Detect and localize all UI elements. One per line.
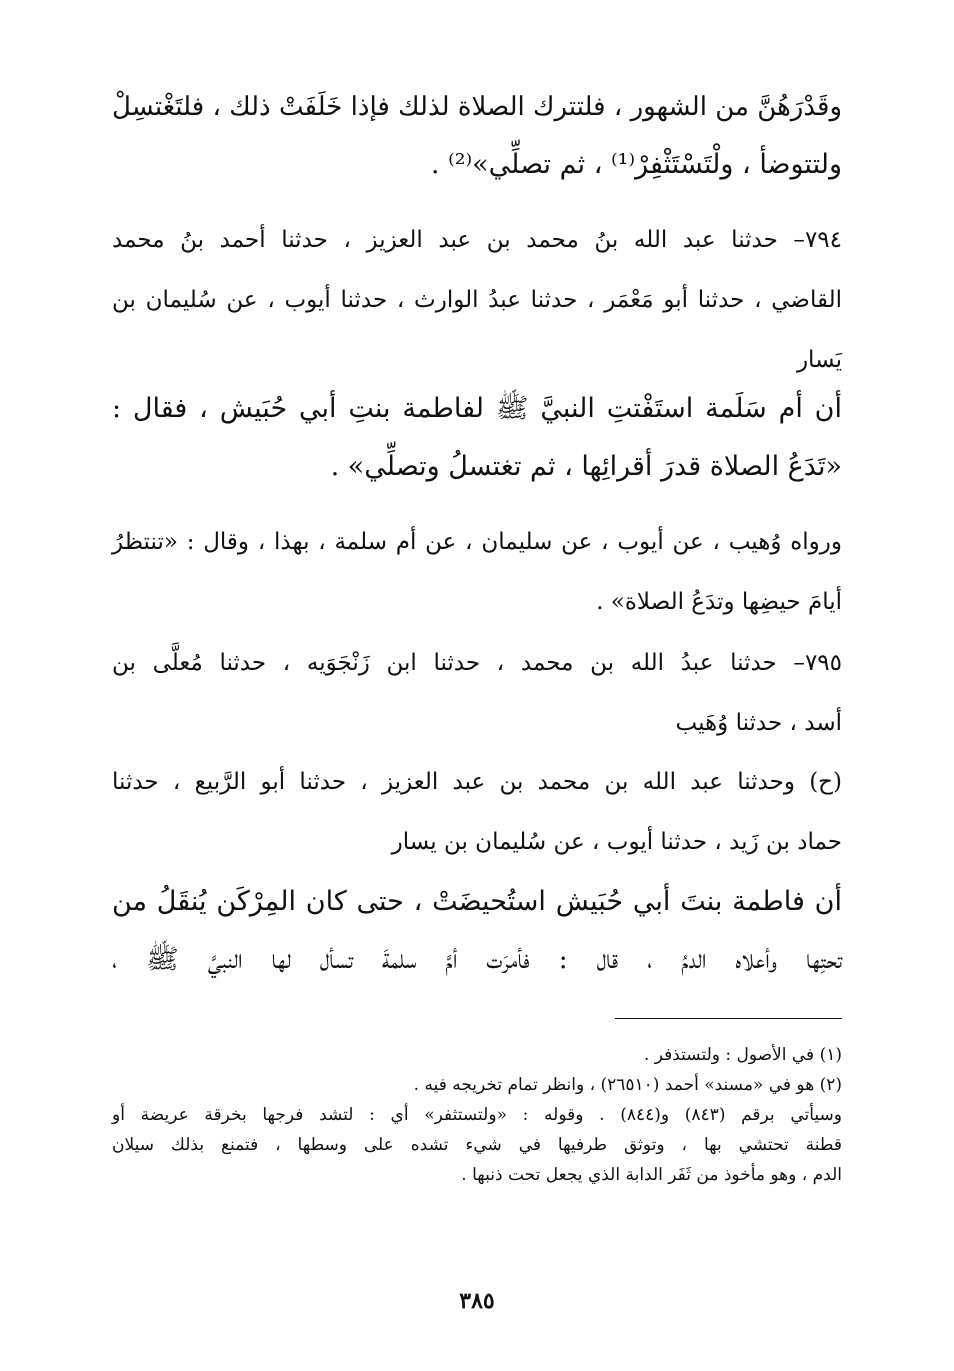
text-line: أن أم سَلَمة استَفْتتِ النبيَّ ﷺ لفاطمة بنتِ أبي حُبَيش ، فقال :: [112, 393, 842, 424]
footnote-2: (٢) هو في «مسند» أحمد (٢٦٥١٠) ، وانظر تمام تخريجه فيه .: [413, 1075, 842, 1095]
text-line: أيامَ حيضِها وتدَعُ الصلاة» .: [596, 589, 842, 615]
page-number: ٣٨٥: [459, 1288, 495, 1314]
hadith-text-795: [112, 873, 842, 989]
text-line: حماد بن زَيد ، حدثنا أيوب ، عن سُليمان بن يسار: [391, 829, 842, 855]
footnote-2-continuation: الدم ، وهو مأخوذ من ثَفَر الدابة الذي يجعل تحت ذنبها .: [461, 1165, 842, 1185]
text-line: تحتِها وأعلاه الدمُ ، قال : فأمرَت أمَّ سلمةَ تسأل لها النبيَّ ﷺ ،: [112, 944, 842, 975]
text-line: أسد ، حدثنا وُهَيب: [675, 710, 842, 736]
isnad-794: [112, 210, 842, 390]
footnote-2-continuation: قطنة تحتشي بها ، وتوثق طرفيها في شيء تشده على وسطها ، فتمنع بذلك سيلان: [112, 1135, 842, 1155]
alternate-narration: [112, 512, 842, 632]
text-line: القاضي ، حدثنا أبو مَعْمَر ، حدثنا عبدُ الوارث ، حدثنا أيوب ، عن سُليمان بن: [112, 287, 842, 313]
text-line: ورواه وُهيب ، عن أيوب ، عن سليمان ، عن أم سلمة ، بهذا ، وقال : «تنتظرُ: [112, 529, 842, 555]
text-line: وقَدْرَهُنَّ من الشهور ، فلتترك الصلاة لذلك فإذا خَلَفَتْ ذلك ، فلتَغْتسِلْ: [112, 92, 842, 122]
text-line: ولتتوضأ ، ولْتَسْتَثْفِرْ⁽¹⁾ ، ثم تصلِّي»⁽²⁾ .: [430, 149, 842, 180]
text-line: ٧٩٤– حدثنا عبد الله بنُ محمد بن عبد العزيز ، حدثنا أحمد بنُ محمد: [112, 227, 842, 253]
text-line: يَسار: [796, 347, 842, 373]
footnote-2-continuation: وسيأتي برقم (٨٤٣) و(٨٤٤) . وقوله : «ولتستثفر» أي : لتشد فرجها بخرقة عريضة أو: [112, 1105, 843, 1125]
hadith-text-continuation: [112, 78, 842, 194]
footnote-separator: [615, 1018, 842, 1019]
text-line: (ح) وحدثنا عبد الله بن محمد بن عبد العزيز ، حدثنا أبو الرَّبيع ، حدثنا: [112, 769, 842, 795]
text-line: «تَدَعُ الصلاة قدرَ أقرائِها ، ثم تغتسلُ وتصلِّي» .: [330, 451, 842, 482]
text-line: أن فاطمة بنتَ أبي حُبَيش استُحيضَتْ ، حتى كان المِرْكَن يُنقَلُ من: [112, 886, 842, 917]
isnad-795: [112, 633, 842, 753]
footnote-1: (١) في الأصول : ولتستذفر .: [643, 1045, 842, 1065]
hadith-text-794: [112, 380, 842, 496]
footnotes: [112, 1040, 842, 1190]
text-line: ٧٩٥– حدثنا عبدُ الله بن محمد ، حدثنا ابن زَنْجَوَيه ، حدثنا مُعلَّى بن: [112, 650, 842, 676]
isnad-795-second-chain: [112, 752, 842, 872]
